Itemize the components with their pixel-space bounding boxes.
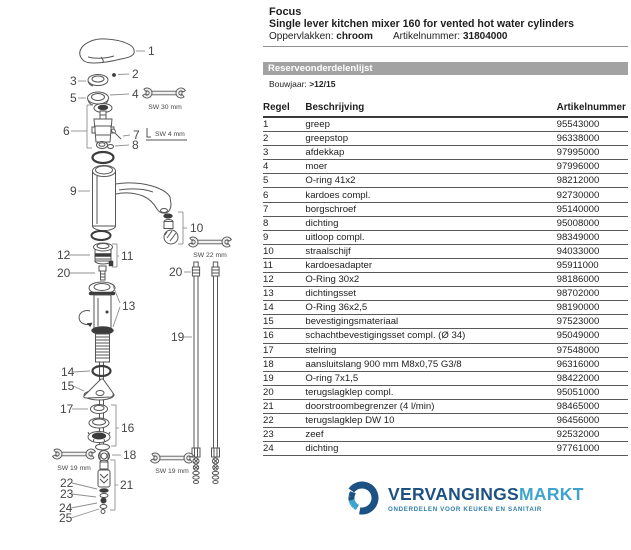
build-year-value: >12/15 [309, 79, 336, 89]
surface-label: Oppervlakken: [269, 31, 334, 42]
article-label: Artikelnummer: [392, 31, 461, 42]
cell-artikelnummer: 95911000 [557, 258, 628, 272]
callout-1: 1 [148, 44, 155, 58]
callout-18: 18 [123, 448, 137, 462]
cell-beschrijving: bevestigingsmateriaal [305, 315, 556, 329]
wrench-sw30-label: SW 30 mm [148, 104, 182, 111]
cell-regel: 18 [263, 357, 305, 371]
cell-artikelnummer: 97548000 [557, 343, 628, 357]
header-divider [263, 46, 628, 47]
cell-beschrijving: dichting [305, 442, 556, 456]
cell-artikelnummer: 92532000 [557, 428, 628, 442]
cell-beschrijving: afdekkap [305, 146, 556, 160]
cell-artikelnummer: 95008000 [557, 216, 628, 230]
cell-artikelnummer: 96456000 [557, 413, 628, 427]
allen-key-sw4-icon [146, 128, 187, 140]
col-header-beschrijving: Beschrijving [305, 102, 556, 117]
section-bar: Reserveonderdelenlijst [263, 62, 628, 75]
product-subtitle: Single lever kitchen mixer 160 for vented hot water cylinders [269, 18, 574, 30]
table-row [263, 287, 628, 301]
callout-10: 10 [190, 221, 204, 235]
table-row [263, 399, 628, 413]
table-row [263, 174, 628, 188]
vervangingsmarkt-logo-icon [345, 478, 381, 520]
cell-regel: 6 [263, 188, 305, 202]
wrench-sw30-icon [142, 87, 186, 111]
info-panel [263, 0, 628, 550]
callout-16: 16 [121, 421, 135, 435]
cell-regel: 2 [263, 132, 305, 146]
wrench-sw19-right-label: SW 19 mm [155, 468, 189, 475]
cell-artikelnummer: 97523000 [557, 315, 628, 329]
callout-20-right: 20 [169, 265, 183, 279]
table-row [263, 160, 628, 174]
table-row [263, 329, 628, 343]
cell-regel: 22 [263, 413, 305, 427]
cell-regel: 9 [263, 230, 305, 244]
cell-beschrijving: straalschijf [305, 244, 556, 258]
surface-value: chroom [336, 31, 373, 42]
callout-13: 13 [122, 299, 136, 313]
callout-19: 19 [171, 330, 185, 344]
part-handle [80, 39, 155, 63]
part-body-spout [70, 166, 171, 231]
cell-beschrijving: dichtingsset [305, 287, 556, 301]
table-row [263, 188, 628, 202]
cell-beschrijving: O-Ring 36x2,5 [305, 301, 556, 315]
build-year-label: Bouwjaar: [269, 79, 307, 89]
table-row [263, 385, 628, 399]
cell-beschrijving: stelring [305, 343, 556, 357]
cell-regel: 3 [263, 146, 305, 160]
table-row [263, 202, 628, 216]
cell-artikelnummer: 95051000 [557, 385, 628, 399]
callout-3: 3 [70, 74, 77, 88]
cell-artikelnummer: 98465000 [557, 399, 628, 413]
cell-regel: 17 [263, 343, 305, 357]
col-header-regel: Regel [263, 102, 305, 117]
part-cap-ring [70, 74, 108, 88]
part-nut-18 [96, 444, 137, 462]
cell-beschrijving: O-Ring 30x2 [305, 273, 556, 287]
logo-name-primary: VERVANGINGS [388, 484, 520, 504]
table-row [263, 371, 628, 385]
logo-tagline: ONDERDELEN VOOR KEUKEN EN SANITAIR [388, 506, 542, 513]
product-meta [269, 31, 507, 43]
cell-artikelnummer: 95049000 [557, 329, 628, 343]
callout-25: 25 [59, 511, 73, 525]
part-shaft [79, 282, 136, 362]
part-o-ring-body [92, 231, 111, 240]
cell-artikelnummer: 97996000 [557, 160, 628, 174]
vervangingsmarkt-logo [345, 478, 584, 520]
cell-regel: 11 [263, 258, 305, 272]
part-check-valve [57, 266, 106, 280]
callout-4: 4 [132, 87, 139, 101]
cell-regel: 12 [263, 273, 305, 287]
cell-beschrijving: greepstop [305, 132, 556, 146]
parts-table [263, 102, 628, 456]
table-row [263, 117, 628, 132]
table-row [263, 230, 628, 244]
cell-regel: 14 [263, 301, 305, 315]
callout-6: 6 [63, 124, 70, 138]
build-year [269, 79, 335, 89]
cell-artikelnummer: 97995000 [557, 146, 628, 160]
part-mounting-foot [61, 379, 114, 400]
part-grub-screw [112, 67, 139, 81]
table-header-row [263, 102, 628, 117]
cell-beschrijving: kardoesadapter [305, 258, 556, 272]
cell-regel: 24 [263, 442, 305, 456]
wrench-sw22-icon [188, 236, 232, 259]
cell-regel: 4 [263, 160, 305, 174]
table-row [263, 442, 628, 456]
cell-beschrijving: zeef [305, 428, 556, 442]
cell-beschrijving: O-ring 7x1,5 [305, 371, 556, 385]
cell-regel: 7 [263, 202, 305, 216]
callout-7: 7 [133, 128, 140, 142]
allen-key-sw4-label: SW 4 mm [155, 131, 185, 138]
cell-artikelnummer: 95543000 [557, 117, 628, 132]
cell-artikelnummer: 96338000 [557, 132, 628, 146]
callout-24: 24 [59, 501, 73, 515]
logo-text [388, 478, 584, 513]
cell-artikelnummer: 98349000 [557, 230, 628, 244]
part-nut-ring [70, 87, 139, 105]
table-row [263, 258, 628, 272]
cell-regel: 15 [263, 315, 305, 329]
table-row [263, 216, 628, 230]
cell-beschrijving: aansluitslang 900 mm M8x0,75 G3/8 [305, 357, 556, 371]
cell-beschrijving: terugslagklep DW 10 [305, 413, 556, 427]
callout-22: 22 [60, 476, 74, 490]
cell-artikelnummer: 94033000 [557, 244, 628, 258]
table-row [263, 413, 628, 427]
callout-12: 12 [57, 248, 71, 262]
table-row [263, 273, 628, 287]
callout-11: 11 [121, 249, 134, 263]
logo-name-secondary: MARKT [519, 484, 584, 504]
cell-beschrijving: uitloop compl. [305, 230, 556, 244]
wrench-sw19-left-icon [52, 448, 96, 472]
cell-beschrijving: O-ring 41x2 [305, 174, 556, 188]
table-row [263, 244, 628, 258]
cell-beschrijving: doorstroombegrenzer (4 l/min) [305, 399, 556, 413]
part-cartridge [63, 104, 114, 149]
cell-beschrijving: greep [305, 117, 556, 132]
cell-artikelnummer: 92730000 [557, 188, 628, 202]
callout-23: 23 [60, 487, 74, 501]
part-supply-hoses [169, 262, 220, 484]
table-row [263, 428, 628, 442]
callout-5: 5 [70, 91, 77, 105]
cell-artikelnummer: 98422000 [557, 371, 628, 385]
cell-artikelnummer: 98186000 [557, 273, 628, 287]
callout-20-left: 20 [57, 266, 71, 280]
cell-artikelnummer: 97761000 [557, 442, 628, 456]
col-header-artikelnummer: Artikelnummer [557, 102, 628, 117]
callout-8: 8 [132, 138, 139, 152]
wrench-sw22-label: SW 22 mm [193, 252, 227, 259]
cell-artikelnummer: 98190000 [557, 301, 628, 315]
cell-regel: 10 [263, 244, 305, 258]
cell-artikelnummer: 98702000 [557, 287, 628, 301]
cell-regel: 1 [263, 117, 305, 132]
callout-17: 17 [60, 402, 74, 416]
logo-name [388, 485, 584, 503]
part-o-ring-upper [93, 152, 114, 163]
table-row [263, 301, 628, 315]
cell-artikelnummer: 96316000 [557, 357, 628, 371]
cell-artikelnummer: 98212000 [557, 174, 628, 188]
article-value: 31804000 [462, 31, 508, 42]
cell-regel: 13 [263, 287, 305, 301]
callout-15: 15 [61, 379, 75, 393]
table-row [263, 146, 628, 160]
callout-14: 14 [61, 365, 75, 379]
cell-regel: 20 [263, 385, 305, 399]
cell-regel: 5 [263, 174, 305, 188]
cell-beschrijving: terugslagklep compl. [305, 385, 556, 399]
part-cartridge-adapter [57, 243, 134, 267]
cell-regel: 19 [263, 371, 305, 385]
callout-2: 2 [132, 67, 139, 81]
cell-regel: 16 [263, 329, 305, 343]
cell-beschrijving: dichting [305, 216, 556, 230]
callout-21: 21 [120, 478, 134, 492]
part-adjusting-ring [60, 402, 108, 416]
table-row [263, 315, 628, 329]
table-row [263, 343, 628, 357]
cell-beschrijving: schachtbevestigingsset compl. (Ø 34) [305, 329, 556, 343]
product-title: Focus [269, 6, 302, 18]
cell-regel: 21 [263, 399, 305, 413]
wrench-sw19-right-icon [150, 452, 194, 475]
cell-artikelnummer: 95140000 [557, 202, 628, 216]
table-row [263, 132, 628, 146]
cell-regel: 8 [263, 216, 305, 230]
cell-beschrijving: borgschroef [305, 202, 556, 216]
cell-beschrijving: kardoes compl. [305, 188, 556, 202]
cell-beschrijving: moer [305, 160, 556, 174]
cell-regel: 23 [263, 428, 305, 442]
callout-9: 9 [70, 184, 77, 198]
table-row [263, 357, 628, 371]
wrench-sw19-left-label: SW 19 mm [57, 465, 91, 472]
exploded-parts-diagram [0, 0, 262, 550]
